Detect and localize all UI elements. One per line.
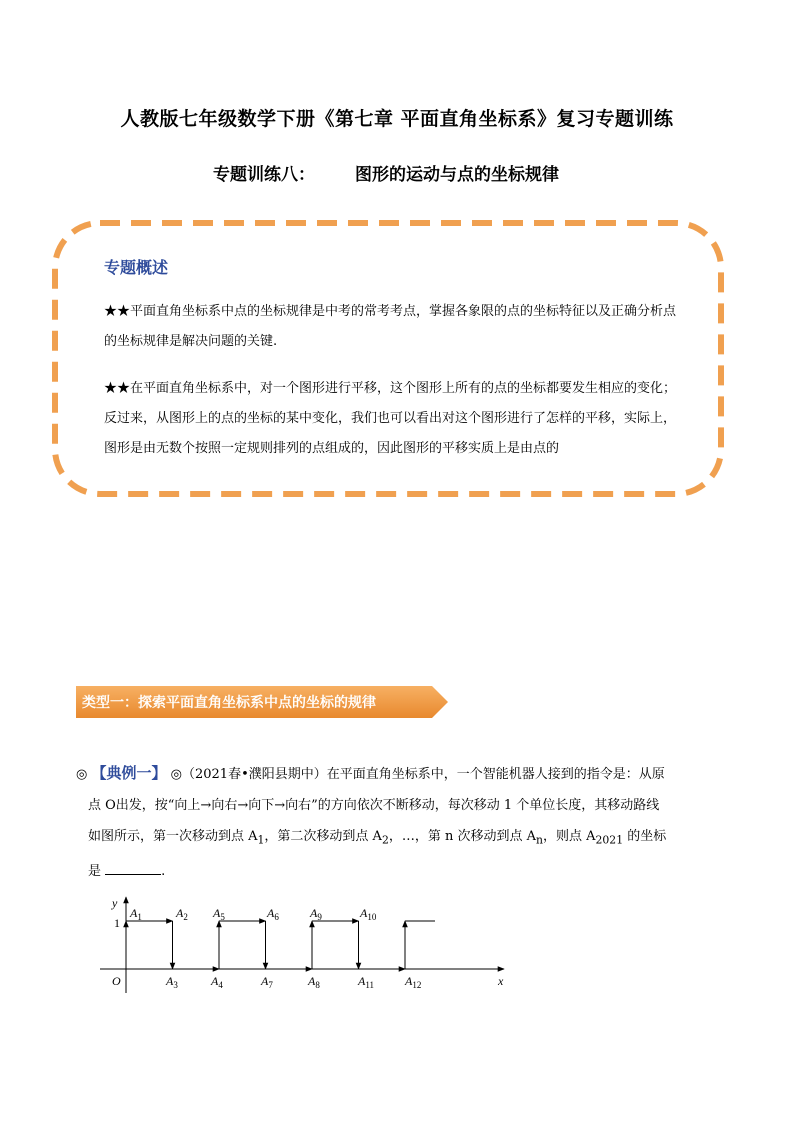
origin-label: O bbox=[112, 974, 121, 988]
example-line-2: 点 O出发，按“向上→向右→向下→向右”的方向依次不断移动，每次移动 1 个单位长度，其移动路线 bbox=[88, 798, 660, 813]
bullet-icon: ◎ bbox=[76, 767, 88, 782]
point-label: $A_{10}$ bbox=[360, 906, 377, 922]
point-label: $A_9$ bbox=[310, 906, 322, 922]
overview-heading: 专题概述 bbox=[104, 258, 169, 277]
robot-path-graph bbox=[100, 895, 520, 995]
x-axis-label: x bbox=[498, 974, 504, 988]
answer-blank[interactable] bbox=[105, 862, 161, 875]
y-axis-label: y bbox=[112, 896, 118, 910]
point-label: $A_2$ bbox=[176, 906, 188, 922]
point-label: $A_1$ bbox=[130, 906, 142, 922]
top-point-labels bbox=[129, 906, 377, 922]
bottom-point-labels bbox=[165, 974, 421, 990]
y-tick-label: 1 bbox=[114, 916, 120, 930]
point-label: $A_4$ bbox=[211, 974, 223, 990]
example-line-4: 是 . bbox=[88, 863, 166, 879]
example-block bbox=[76, 758, 726, 887]
subtitle-prefix: 专题训练八： bbox=[213, 165, 315, 185]
point-label: $A_{12}$ bbox=[405, 974, 422, 990]
example-source: ◎（2021春•濮阳县期中）在平面直角坐标系中，一个智能机器人接到的指令是：从原 bbox=[170, 767, 665, 782]
document-subtitle bbox=[213, 160, 559, 185]
overview-paragraph-2: ★★在平面直角坐标系中，对一个图形进行平移，这个图形上所有的点的坐标都要发生相应的变化；反过来，从图形上的点的坐标的某中变化，我们也可以看出对这个图形进行了怎样的平移，实际上，图形是由无数个按照一定规则排列的点组成的，因此图形的平移实质上是由点的 bbox=[104, 381, 677, 456]
point-label: $A_7$ bbox=[261, 974, 273, 990]
point-label: $A_{11}$ bbox=[358, 974, 375, 990]
subtitle-main: 图形的运动与点的坐标规律 bbox=[355, 165, 559, 185]
point-label: $A_6$ bbox=[267, 906, 279, 922]
point-label: $A_3$ bbox=[166, 974, 178, 990]
type-one-label: 类型一：探索平面直角坐标系中点的坐标的规律 bbox=[82, 695, 376, 711]
example-line-3: 如图所示，第一次移动到点 $A_1$，第二次移动到点 $A_2$，…，第 n 次移动到点 $A_n$，则点 $A_{2021}$ 的坐标 bbox=[88, 829, 667, 847]
example-tag: 【典例一】 bbox=[91, 764, 167, 782]
example-line-1 bbox=[76, 758, 726, 790]
robot-path bbox=[126, 921, 435, 969]
document-title: 人教版七年级数学下册《第七章 平面直角坐标系》复习专题训练 bbox=[120, 108, 674, 130]
point-label: $A_5$ bbox=[213, 906, 225, 922]
overview-paragraph-1: ★★平面直角坐标系中点的坐标规律是中考的常考考点，掌握各象限的点的坐标特征以及正确分析点的坐标规律是解决问题的关键. bbox=[104, 304, 677, 349]
point-label: $A_8$ bbox=[308, 974, 320, 990]
